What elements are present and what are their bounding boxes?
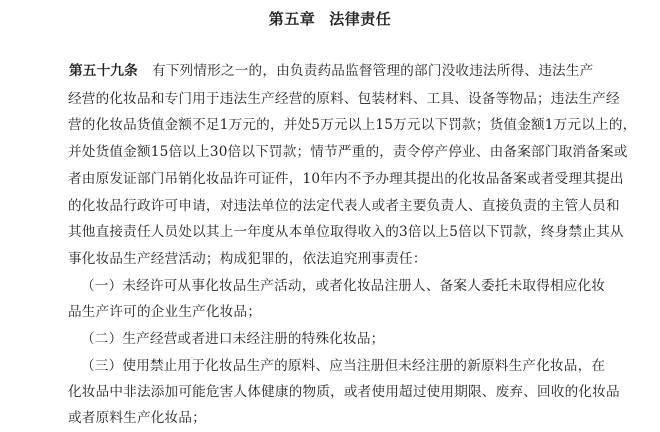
chapter-name: 法律责任 xyxy=(329,10,392,28)
chapter-number: 第五章 xyxy=(268,10,316,28)
article-line: 其他直接责任人员处以其上一年度从本单位取得收入的3倍以上5倍以下罚款，终身禁止其从 xyxy=(68,224,624,240)
article-line: 者由原发证部门吊销化妆品许可证件，10年内不予办理其提出的化妆品备案或者受理其提出 xyxy=(68,171,624,187)
list-item-line: 品生产许可的企业生产化妆品； xyxy=(68,304,262,320)
article-number: 第五十九条 xyxy=(69,63,138,79)
article-line: 的化妆品行政许可申请，对违法单位的法定代表人或者主要负责人、直接负责的主管人员和 xyxy=(68,198,620,214)
article-text: 有下列情形之一的，由负责药品监督管理的部门没收违法所得、违法生产 xyxy=(151,63,594,79)
article-line: 营的化妆品货值金额不足1万元的，并处5万元以上15万元以下罚款；货值金额1万元以上的， xyxy=(68,117,637,133)
list-item-line: （三）使用禁止用于化妆品生产的原料、应当注册但未经注册的新原料生产化妆品，在 xyxy=(81,358,606,374)
list-item-line: （二）生产经营或者进口未经注册的特殊化妆品； xyxy=(81,331,385,347)
list-item-line: （一）未经许可从事化妆品生产活动，或者化妆品注册人、备案人委托未取得相应化妆 xyxy=(81,278,606,294)
article-line xyxy=(69,61,593,81)
list-item-line: 或者原料生产化妆品； xyxy=(68,410,206,426)
list-item-line: 化妆品中非法添加可能危害人体健康的物质，或者使用超过使用期限、废弃、回收的化妆品 xyxy=(68,384,620,400)
article-line: 事化妆品生产经营活动；构成犯罪的，依法追究刑事责任： xyxy=(68,251,427,267)
article-line: 并处货值金额15倍以上30倍以下罚款；情节严重的，责令停产停业、由备案部门取消备案或 xyxy=(68,144,628,160)
article-line: 经营的化妆品和专门用于违法生产经营的原料、包装材料、工具、设备等物品；违法生产经 xyxy=(68,91,620,107)
chapter-title xyxy=(0,9,660,29)
